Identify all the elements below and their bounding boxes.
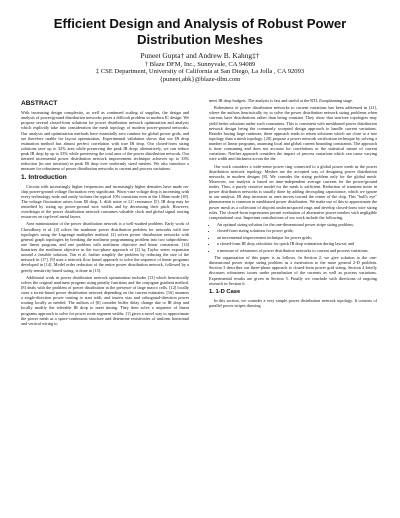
author-block xyxy=(20,52,380,83)
abstract-heading: ABSTRACT xyxy=(21,100,58,107)
affiliation-2: ‡ CSE Department, University of California at San Diego, La Jolla , CA 92093 xyxy=(95,68,305,76)
body-paragraph: meet IR drop budgets. The analysis is fast and useful at the RTL floorplanning stage. xyxy=(209,98,353,103)
intro-paragraph: Additional work in power distribution network optimization includes [13] which heuristically solves the original nonlinear program using penalty functions and the conjugate gradient method. [8] deals with the problem of power distribution in the presence of large macro cells. [12] locally sizes a forest-based power distribution network depending on the current estimates. [16] assumes a single-direction power routing to start with, and inserts vias and orthogonal-direction power routing locally as needed. The authors of [6] consider buffer delay change due to IR drop and locally modify the tolerable IR drop to meet timing. They then solve a sequence of linear programs approach to solve for power route segment widths. [1] gives a novel way to approximate the power mesh as a space-continuous structure and determine resistivities of uniform horizontal and vertical wiring to xyxy=(21,274,189,326)
intro-paragraph: Circuits with increasingly higher frequencies and increasingly higher densities have made on-chip power-ground voltage fluctuation very significant. Worst-case voltage drop is increasing with every technology node and easily violates the typical 10% constraint even at the 130nm node [18]. The voltage fluctuation arises from IR drop, L di/dt noise or LC resonance [5]. IR drop may be remedied by sizing up power-ground wire widths and by decreasing their pitch. However, overdesign of the power distribution network consumes valuable clock and global signal routing resources on top-level metal layers. xyxy=(21,183,189,220)
body-paragraph: Robustness of power distribution networks to current variations has been addressed in [21], where the authors heuristically try to solve the power distribution network sizing problems when currents have distributions rather than being constant. They show that non-tree topologies may yield better solutions under such constraints. This is consistent with meshbased power distribution network design being the commonly accepted design approach to handle current variations. Besides having large runtimes, these approach tends to return solutions which are close to a tree topology than a mesh topology. [20] propose a power network verification technique by solving a number of linear programs, assuming local and global current bounding constraints. The approach is time consuming and does not account for correlations or the statistical nature of current variations. Neither approach considers the impact of process variations which can cause varying wire width and thickness across the die. xyxy=(209,105,377,162)
abstract-text: With increasing design complexity, as well as continued scaling of supplies, the design and analysis of power/ground distribution networks poses a difficult problem in modern IC design. We propose several closed-form solutions for power distribution network optimization and analysis which explicitly take into consideration the mesh topology of modern power-ground networks. Our analysis and optimization methods have essentially zero runtime for global power grids, and are therefore usable for layout optimization. Experimental validation shows that our IR drop estimation method has almost perfect correlation with true IR drop. Our closed-form sizing solutions save up to 32% area while preserving the peak IR drop; alternatively, we can reduce peak IR drop by up to 33% while preserving the total area of the power distribution network. Our iterated incremental power distribution network improvement technique achieves up to 33% reduction (in one iteration) in peak IR drop over uniformly sized meshes. We also introduce a measure for robustness of power distribution networks to current and process variations. xyxy=(21,110,189,172)
list-item: • closed-form sizing solutions for power grids; xyxy=(217,228,377,233)
title-line-1: Efficient Design and Analysis of Robust Power xyxy=(53,16,347,31)
body-paragraph: The organization of this paper is as follows. In Section 2, we give solution to the one-dimensional power stripe sizing problem as a motivation to the more general 2-D problem. Section 3 describes our three-phase approach to closed-form power grid sizing. Section 4 briefly discusses robustness issues under perturbation of the currents as well as process variations. Experimental results are given in Section 5. Finally we conclude with directions of ongoing research in Section 6. xyxy=(209,255,377,286)
contributions-list xyxy=(209,222,377,253)
intro-heading: 1. Introduction xyxy=(21,173,67,181)
paper-title xyxy=(20,16,380,47)
author-email: {puneet,abk}@blaze-dfm.com xyxy=(159,75,241,83)
affiliation-1: † Blaze DFM, Inc., Sunnyvale, CA 94089 xyxy=(144,60,256,68)
body-paragraph: Our work considers a wide-sense power ring connected to a global power mesh as the power distribution network topology. Meshes are the accepted way of designing power distribution networks in modern designs [8]. We consider the sizing problem only for the global mesh. Moreover, our analysis is based on time-independent average currents for the power/ground nodes. Thus, a purely resistive model for the mesh is sufficient. Reduction of transient noise in power distribution networks is usually done by adding decoupling capacitance, which we ignore in our analysis. IR drop increases as ones moves toward the center of the chip. This "bull's eye" phenomenon is common in meshbased power distribution. We make use of this to approximate the power mesh as a collection of disjoint uniform/spaced rings and develop closed-form wire sizing rules. The closed-form expressions permit evaluation of alternative power meshes with negligible computational cost. Important contributions of our work include the following. xyxy=(209,163,377,220)
body-paragraph: In this section, we consider a very simple power distribution network topology. It consists of parallel power stripes drawing xyxy=(209,297,377,308)
right-column xyxy=(209,98,377,310)
author-names: Puneet Gupta† and Andrew B. Kahng‡† xyxy=(140,51,260,60)
list-item: • an incremental improvement technique for power grids; xyxy=(217,235,377,240)
list-item: • a measure of robustness of power distribution networks to current and process variations. xyxy=(217,248,377,253)
left-column xyxy=(21,98,189,328)
subsection-heading: 1. 1-D Case xyxy=(209,288,241,295)
list-item: • An optimal sizing solution for the one-dimensional power stripe sizing problem; xyxy=(217,222,377,227)
title-line-2: Distribution Meshes xyxy=(136,31,264,47)
intro-paragraph: Area minimization of the power distribution network is a well-studied problem. Early work of Chowdhury et al. [4] solves the nonlinear power distribution problem for networks with tree topologies using the Lagrange multiplier method. [2] solves power distribution networks with general graph topologies by breaking the nonlinear programming problem into two subproblems: one linear program, and one problem with nonlinear objective and linear constraints. [14] linearizes the nonlinear objective in the two-phase approach of [2] by Taylor series expansion around a feasible solution. Tan et al. further simplify the problem by reducing the size of the network in [17]. [9] uses a network flow based approach to solve the sequence of linear programs developed in [14]. Model order reduction of the entire power distribution network, followed by a greedy sensitivity-based sizing, is done in [15]. xyxy=(21,221,189,273)
list-item: • a closed-form IR drop calculator for quick IR drop estimation during layout; and xyxy=(217,241,377,246)
